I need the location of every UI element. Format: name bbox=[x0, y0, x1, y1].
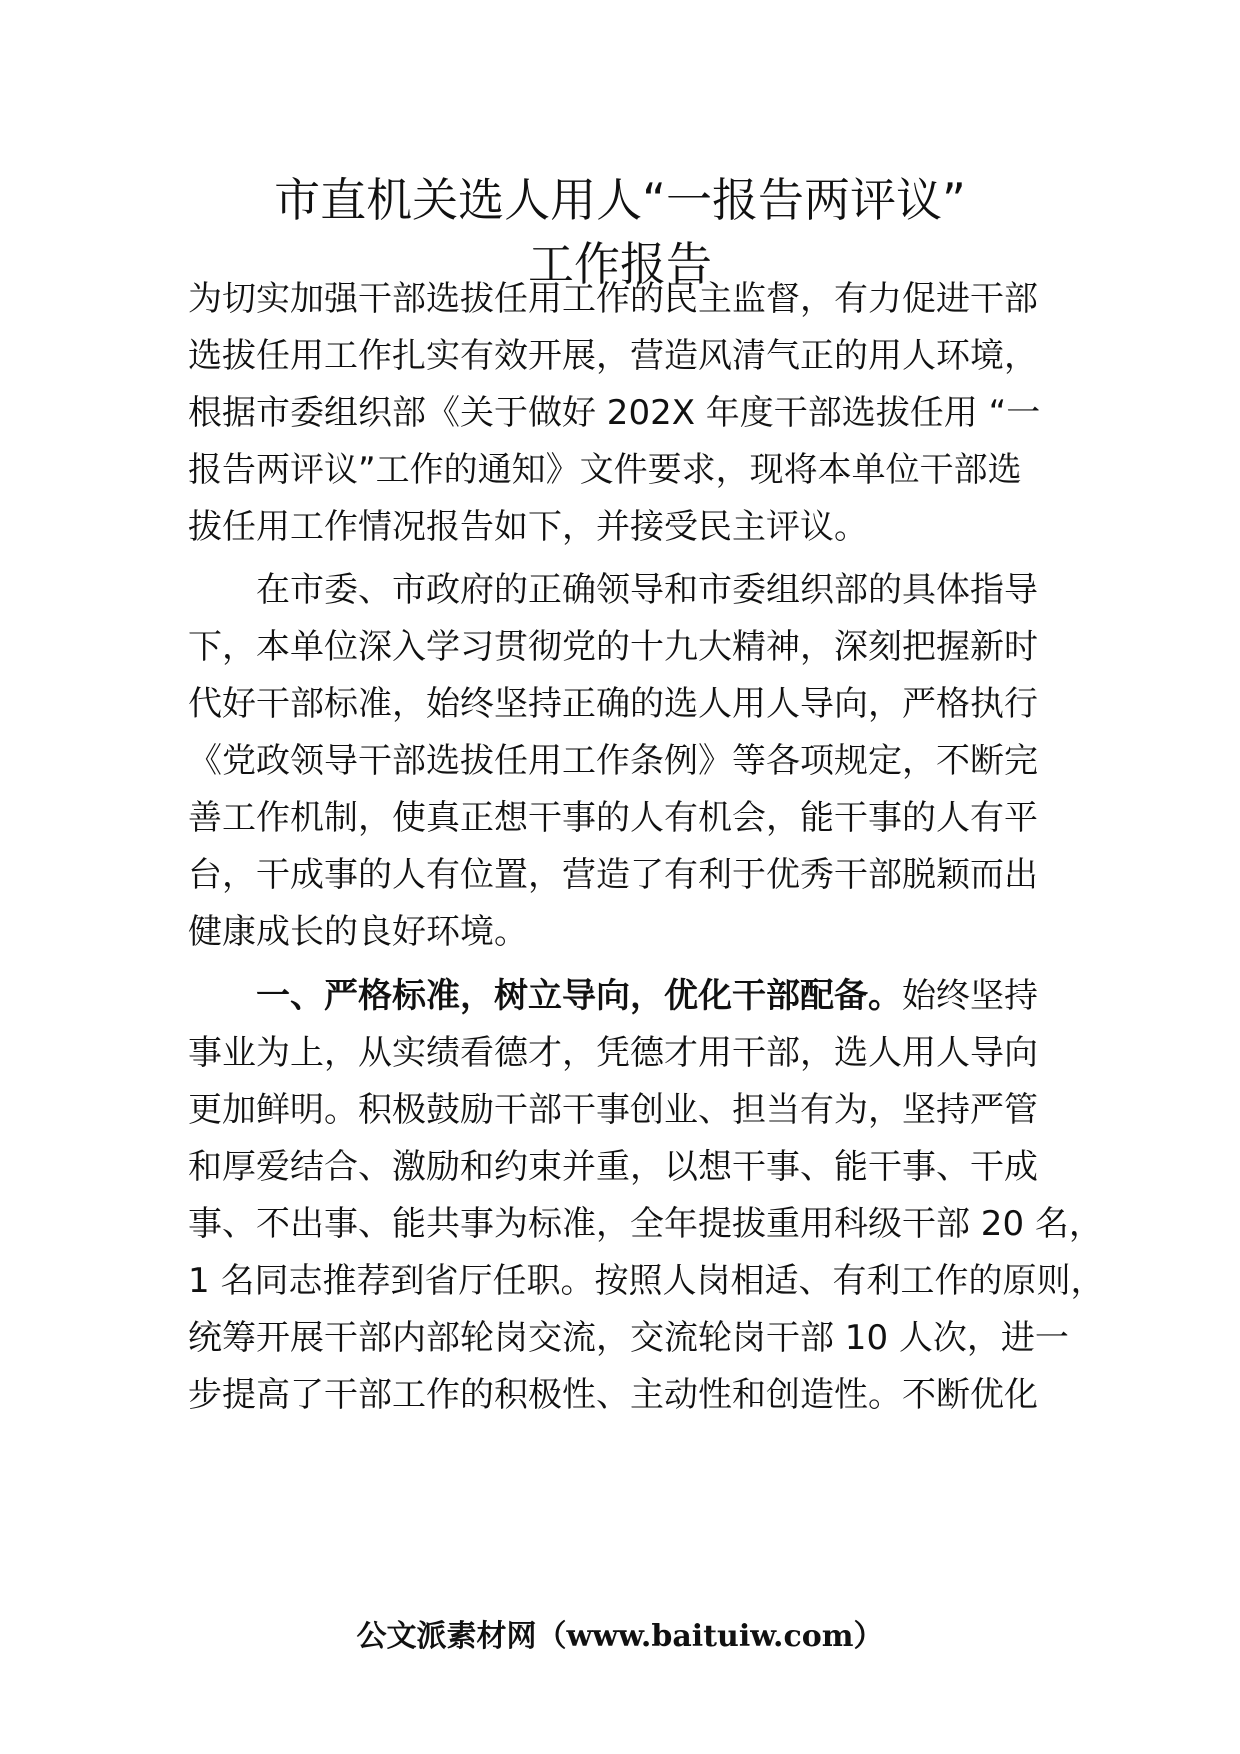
text-line: 事业为上，从实绩看德才，凭德才用干部，选人用人导向 bbox=[188, 1033, 1038, 1073]
text-line: 在市委、市政府的正确领导和市委组织部的具体指导 bbox=[256, 570, 1038, 610]
document-subtitle: 工作报告 bbox=[528, 237, 712, 291]
section-heading-continuation: 始终坚持 bbox=[902, 976, 1038, 1016]
text-line: 统筹开展干部内部轮岗交流，交流轮岗干部 10 人次，进一 bbox=[188, 1318, 1069, 1358]
text-line: 健康成长的良好环境。 bbox=[188, 912, 528, 952]
text-line: 报告两评议”工作的通知》文件要求，现将本单位干部选 bbox=[188, 450, 1022, 490]
text-line bbox=[256, 974, 1088, 1018]
text-line: 选拔任用工作扎实有效开展，营造风清气正的用人环境， bbox=[188, 336, 1038, 376]
text-line: 根据市委组织部《关于做好 202X 年度干部选拔任用 “一 bbox=[188, 393, 1041, 433]
text-line: 和厚爱结合、激励和约束并重，以想干事、能干事、干成 bbox=[188, 1147, 1038, 1187]
text-line: 步提高了干部工作的积极性、主动性和创造性。不断优化 bbox=[188, 1375, 1038, 1415]
text-line: 《党政领导干部选拔任用工作条例》等各项规定，不断完 bbox=[188, 741, 1038, 781]
text-line: 1 名同志推荐到省厅任职。按照人岗相适、有利工作的原则， bbox=[188, 1261, 1105, 1301]
text-line: 为切实加强干部选拔任用工作的民主监督，有力促进干部 bbox=[188, 279, 1038, 319]
text-line: 下，本单位深入学习贯彻党的十九大精神，深刻把握新时 bbox=[188, 627, 1038, 667]
footer-watermark: 公文派素材网（www.baituiw.com） bbox=[356, 1619, 884, 1654]
text-line: 更加鲜明。积极鼓励干部干事创业、担当有为，坚持严管 bbox=[188, 1090, 1038, 1130]
text-line: 拔任用工作情况报告如下，并接受民主评议。 bbox=[188, 507, 868, 547]
text-line: 善工作机制，使真正想干事的人有机会，能干事的人有平 bbox=[188, 798, 1038, 838]
document-title: 市直机关选人用人“一报告两评议” bbox=[274, 173, 966, 227]
section-heading: 一、严格标准，树立导向，优化干部配备。 bbox=[256, 976, 902, 1016]
text-line: 台，干成事的人有位置，营造了有利于优秀干部脱颖而出 bbox=[188, 855, 1038, 895]
text-line: 事、不出事、能共事为标准，全年提拔重用科级干部 20 名， bbox=[188, 1204, 1103, 1244]
text-line: 代好干部标准，始终坚持正确的选人用人导向，严格执行 bbox=[188, 684, 1038, 724]
